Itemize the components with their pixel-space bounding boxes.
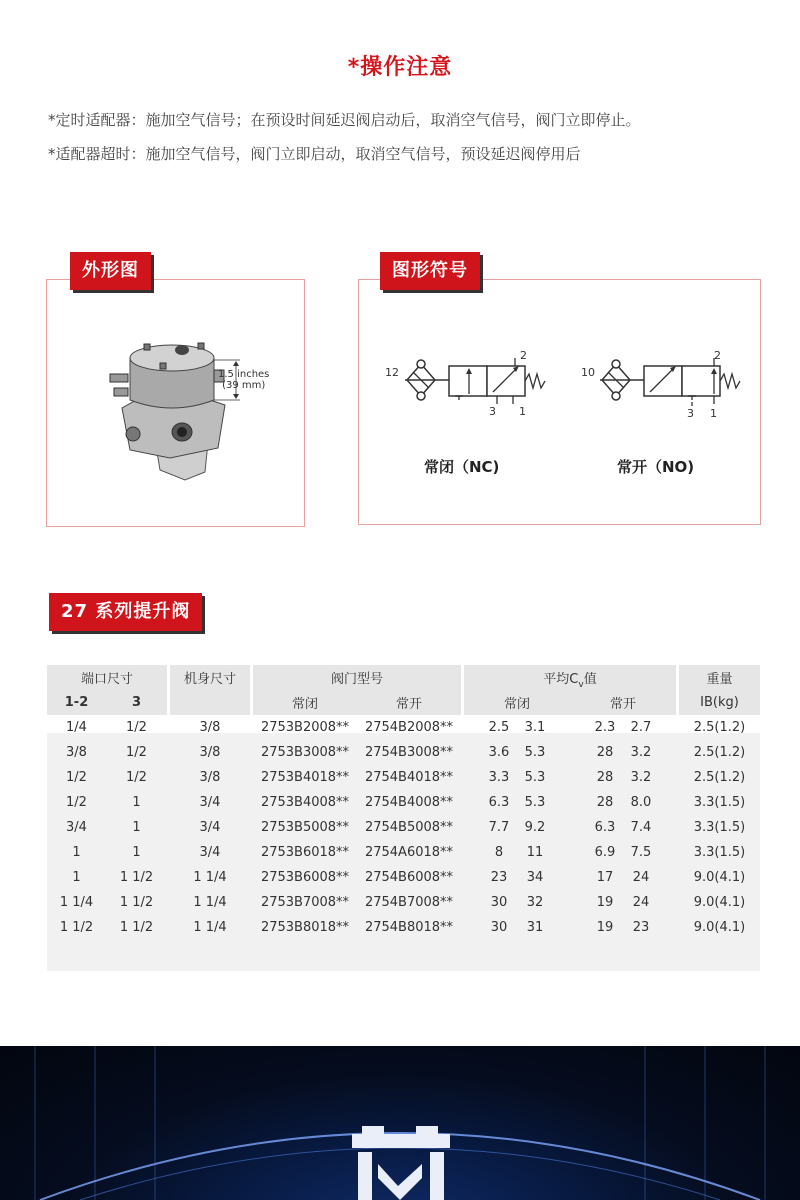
row-model-no: 2754B5008** — [364, 820, 454, 835]
header-body-size: 机身尺寸 — [170, 665, 250, 690]
footer-decoration — [0, 1046, 800, 1200]
cv-min: 7.7 — [488, 820, 510, 835]
cv-min: 28 — [596, 745, 614, 760]
row-model-no: 2754B7008** — [364, 895, 454, 910]
cv-max: 24 — [632, 895, 650, 910]
row-body-size: 3/4 — [199, 845, 221, 860]
header-row — [47, 665, 760, 690]
row-body-size: 3/8 — [199, 720, 221, 735]
row-cv-no — [570, 715, 676, 740]
row-weight: 2.5(1.2) — [693, 770, 746, 785]
row-cv-no — [570, 815, 676, 840]
header-port-size: 端口尺寸 — [47, 665, 167, 690]
row-model-no: 2754B2008** — [364, 720, 454, 735]
row-weight: 2.5(1.2) — [693, 745, 746, 760]
row-cv-nc — [464, 715, 570, 740]
cv-min: 17 — [596, 870, 614, 885]
row-model-nc: 2753B7008** — [260, 895, 350, 910]
row-port-3: 1 1/2 — [119, 920, 154, 935]
row-model-nc: 2753B6008** — [260, 870, 350, 885]
table-row — [47, 915, 760, 940]
valve-outline-drawing — [100, 330, 280, 490]
cv-max: 9.2 — [524, 820, 546, 835]
row-body-size: 1 1/4 — [193, 870, 227, 885]
nc-valve-symbol — [385, 350, 555, 420]
subheader-model-no: 常开 — [357, 690, 461, 715]
cv-min: 23 — [490, 870, 508, 885]
cv-max: 2.7 — [630, 720, 652, 735]
row-port-12: 1/2 — [66, 795, 87, 810]
no-port-in: 1 — [710, 407, 717, 420]
nc-port-in: 1 — [519, 405, 526, 418]
notice-title: *操作注意 — [347, 55, 453, 80]
cv-min: 28 — [596, 770, 614, 785]
row-port-3: 1 — [132, 845, 141, 860]
row-model-nc: 2753B3008** — [260, 745, 350, 760]
row-cv-no — [570, 765, 676, 790]
row-cv-nc — [464, 865, 570, 890]
row-model-nc: 2753B4018** — [260, 770, 350, 785]
row-port-3: 1/2 — [126, 745, 147, 760]
row-body-size: 3/4 — [199, 820, 221, 835]
row-model-nc: 2753B2008** — [260, 720, 350, 735]
cv-min: 2.3 — [594, 720, 616, 735]
row-port-3: 1 — [132, 820, 141, 835]
cv-max: 3.2 — [630, 770, 652, 785]
row-port-12: 1 — [72, 845, 81, 860]
row-body-size: 3/4 — [199, 795, 221, 810]
row-model-no: 2754B8018** — [364, 920, 454, 935]
subheader-body-empty — [170, 690, 250, 715]
table-row — [47, 840, 760, 865]
cv-min: 19 — [596, 895, 614, 910]
cv-max: 5.3 — [524, 795, 546, 810]
table-row — [47, 815, 760, 840]
cv-max: 31 — [526, 920, 544, 935]
row-cv-no — [570, 915, 676, 940]
cv-min: 30 — [490, 920, 508, 935]
nc-port-pilot: 12 — [385, 366, 399, 379]
row-port-12: 1 1/4 — [59, 895, 94, 910]
footer-banner — [0, 1046, 800, 1200]
no-caption: 常开（NO) — [617, 458, 695, 476]
table-row — [47, 715, 760, 740]
cv-min: 28 — [596, 795, 614, 810]
dimension-mm: (39 mm) — [222, 380, 266, 391]
row-port-12: 3/4 — [66, 820, 87, 835]
subheader-row — [47, 690, 760, 715]
no-port-exhaust: 3 — [687, 407, 694, 420]
cv-min: 19 — [596, 920, 614, 935]
cv-max: 34 — [526, 870, 544, 885]
series-tag: 27 系列提升阀 — [49, 593, 202, 631]
row-cv-no — [570, 740, 676, 765]
row-model-no: 2754B4008** — [364, 795, 454, 810]
no-port-out: 2 — [714, 349, 721, 362]
outline-tag: 外形图 — [70, 252, 151, 290]
row-cv-nc — [464, 740, 570, 765]
nc-port-out: 2 — [520, 349, 527, 362]
nc-caption: 常闭（NC) — [424, 458, 500, 476]
cv-min: 30 — [490, 895, 508, 910]
row-port-3: 1/2 — [126, 770, 147, 785]
row-port-12: 1/2 — [66, 770, 87, 785]
row-cv-nc — [464, 890, 570, 915]
row-cv-no — [570, 865, 676, 890]
row-port-3: 1/2 — [126, 720, 147, 735]
row-cv-nc — [464, 840, 570, 865]
brand-logo-icon — [352, 1126, 450, 1200]
row-cv-no — [570, 890, 676, 915]
row-model-no: 2754B3008** — [364, 745, 454, 760]
row-model-no: 2754B4018** — [364, 770, 454, 785]
header-valve-model: 阀门型号 — [253, 665, 461, 690]
no-valve-symbol — [580, 350, 750, 420]
subheader-cv-nc: 常闭 — [464, 690, 570, 715]
symbol-tag: 图形符号 — [380, 252, 480, 290]
cv-max: 23 — [632, 920, 650, 935]
table-row — [47, 790, 760, 815]
row-cv-nc — [464, 815, 570, 840]
cv-max: 8.0 — [630, 795, 652, 810]
row-weight: 2.5(1.2) — [693, 720, 746, 735]
row-cv-nc — [464, 915, 570, 940]
cv-min: 2.5 — [488, 720, 510, 735]
row-body-size: 3/8 — [199, 745, 221, 760]
subheader-weight-unit: IB(kg) — [679, 690, 760, 715]
subheader-port-3: 3 — [106, 690, 167, 715]
table-row — [47, 865, 760, 890]
row-model-no: 2754B6008** — [364, 870, 454, 885]
row-weight: 3.3(1.5) — [693, 845, 746, 860]
row-model-no: 2754A6018** — [364, 845, 454, 860]
cv-min: 6.9 — [594, 845, 616, 860]
spec-table — [47, 665, 760, 940]
row-cv-no — [570, 790, 676, 815]
cv-min: 3.6 — [488, 745, 510, 760]
header-weight: 重量 — [679, 665, 760, 690]
cv-max: 7.4 — [630, 820, 652, 835]
cv-min: 6.3 — [488, 795, 510, 810]
row-weight: 9.0(4.1) — [693, 895, 746, 910]
row-port-12: 1/4 — [66, 720, 87, 735]
cv-min: 8 — [494, 845, 504, 860]
row-port-3: 1 1/2 — [119, 895, 154, 910]
row-model-nc: 2753B6018** — [260, 845, 350, 860]
row-body-size: 1 1/4 — [193, 920, 227, 935]
row-weight: 3.3(1.5) — [693, 795, 746, 810]
dimension-label — [218, 369, 269, 391]
no-port-pilot: 10 — [581, 366, 595, 379]
cv-min: 3.3 — [488, 770, 510, 785]
row-body-size: 3/8 — [199, 770, 221, 785]
cv-max: 5.3 — [524, 745, 546, 760]
row-port-12: 1 1/2 — [59, 920, 94, 935]
subheader-cv-no: 常开 — [570, 690, 676, 715]
row-cv-nc — [464, 790, 570, 815]
nc-port-exhaust: 3 — [489, 405, 496, 418]
header-avg-cv: 平均$C_v$值 — [464, 665, 676, 690]
cv-min: 6.3 — [594, 820, 616, 835]
table-row — [47, 765, 760, 790]
table-row — [47, 740, 760, 765]
row-model-nc: 2753B5008** — [260, 820, 350, 835]
row-cv-nc — [464, 765, 570, 790]
cv-max: 3.1 — [524, 720, 546, 735]
row-model-nc: 2753B4008** — [260, 795, 350, 810]
cv-max: 11 — [526, 845, 544, 860]
row-body-size: 1 1/4 — [193, 895, 227, 910]
row-model-nc: 2753B8018** — [260, 920, 350, 935]
row-weight: 3.3(1.5) — [693, 820, 746, 835]
row-port-3: 1 1/2 — [119, 870, 154, 885]
notice-line-timer: *定时适配器：施加空气信号；在预设时间延迟阀启动后，取消空气信号，阀门立即停止。 — [48, 111, 641, 129]
row-weight: 9.0(4.1) — [693, 870, 746, 885]
notice-line-timeout: *适配器超时：施加空气信号，阀门立即启动，取消空气信号，预设延迟阀停用后 — [48, 145, 581, 163]
cv-max: 24 — [632, 870, 650, 885]
cv-max: 7.5 — [630, 845, 652, 860]
subheader-model-nc: 常闭 — [253, 690, 357, 715]
cv-max: 5.3 — [524, 770, 546, 785]
row-cv-no — [570, 840, 676, 865]
subheader-port-12: 1-2 — [47, 690, 106, 715]
row-port-12: 1 — [72, 870, 81, 885]
table-row — [47, 890, 760, 915]
cv-max: 3.2 — [630, 745, 652, 760]
row-port-3: 1 — [132, 795, 141, 810]
row-weight: 9.0(4.1) — [693, 920, 746, 935]
dimension-inches: 1.5 inches — [218, 369, 270, 380]
cv-max: 32 — [526, 895, 544, 910]
row-port-12: 3/8 — [66, 745, 87, 760]
